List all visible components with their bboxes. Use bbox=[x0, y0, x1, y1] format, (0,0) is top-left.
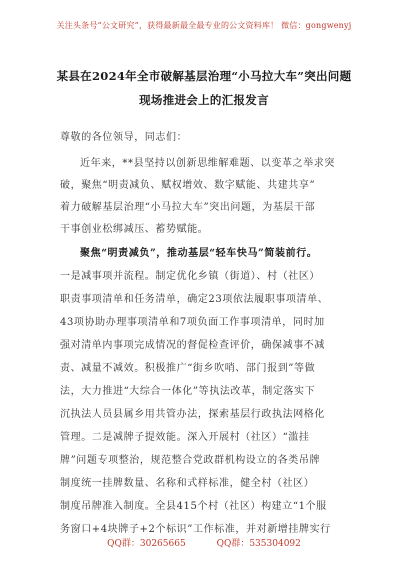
footer-bar bbox=[0, 536, 408, 549]
body-line: 法，大力推进“大综合一体化”等执法改革，制定落实下 bbox=[60, 386, 316, 397]
body-line: 制度统一挂牌数量、名称和式样标准，健全村（社区） bbox=[60, 478, 315, 489]
body-line: 务窗口+4块牌子+2个标识”工作标准，并对新增挂牌实行 bbox=[60, 524, 331, 535]
body-line: 着力破解基层治理“小马拉大车”突出问题，为基层干部 bbox=[60, 202, 316, 213]
body-line: 一是减事项并流程。制定优化乡镇（街道）、村（社区） bbox=[60, 271, 320, 282]
body-line: 牌”问题专项整治，规范整合党政群机构设立的各类吊牌 bbox=[60, 455, 321, 466]
body-line: 管理。二是减牌子提效能。深入开展村（社区）“滥挂 bbox=[60, 432, 310, 443]
body-line: 43项协助办理事项清单和7项负面工作事项清单，同时加 bbox=[60, 317, 325, 328]
footer-qq-group-1: QQ群：30265665 bbox=[107, 539, 186, 549]
footer-qq-group-2: QQ群：535304092 bbox=[216, 539, 301, 549]
body-line: 沉执法人员县属乡用共管办法，探索基层行政执法网格化 bbox=[60, 409, 325, 420]
body-line: 破，聚焦“明责减负、赋权增效、数字赋能、共建共享” bbox=[60, 180, 316, 191]
body-line: 近年来，**县坚持以创新思维解难题、以变革之举求突 bbox=[80, 158, 335, 169]
body-line: 强对清单内事项完成情况的督促检查评价，确保减事不减 bbox=[60, 340, 325, 351]
document-title-line-2: 现场推进会上的汇报发言 bbox=[139, 93, 269, 107]
header-banner: 关注头条号“公文研究”，获得最新最全最专业的公文资料库！ 微信：gongwenyj bbox=[56, 21, 352, 30]
section-heading: 聚焦“明责减负”，推动基层“轻车快马”简装前行。 bbox=[80, 248, 318, 259]
body-line: 职责事项清单和任务清单，确定23项依法履职事项清单、 bbox=[60, 294, 329, 305]
body-line: 干事创业松绑减压、蓄势赋能。 bbox=[60, 224, 209, 235]
body-line: 责、减量不减效。积极推广“街乡吹哨、部门报到”等做 bbox=[60, 363, 316, 374]
document-title-line-1: 某县在2024年全市破解基层治理“小马拉大车”突出问题 bbox=[56, 69, 352, 83]
body-line: 制度吊牌准入制度。全县415个村（社区）构建立“1个服 bbox=[60, 501, 327, 512]
salutation: 尊敬的各位领导，同志们： bbox=[60, 132, 188, 143]
